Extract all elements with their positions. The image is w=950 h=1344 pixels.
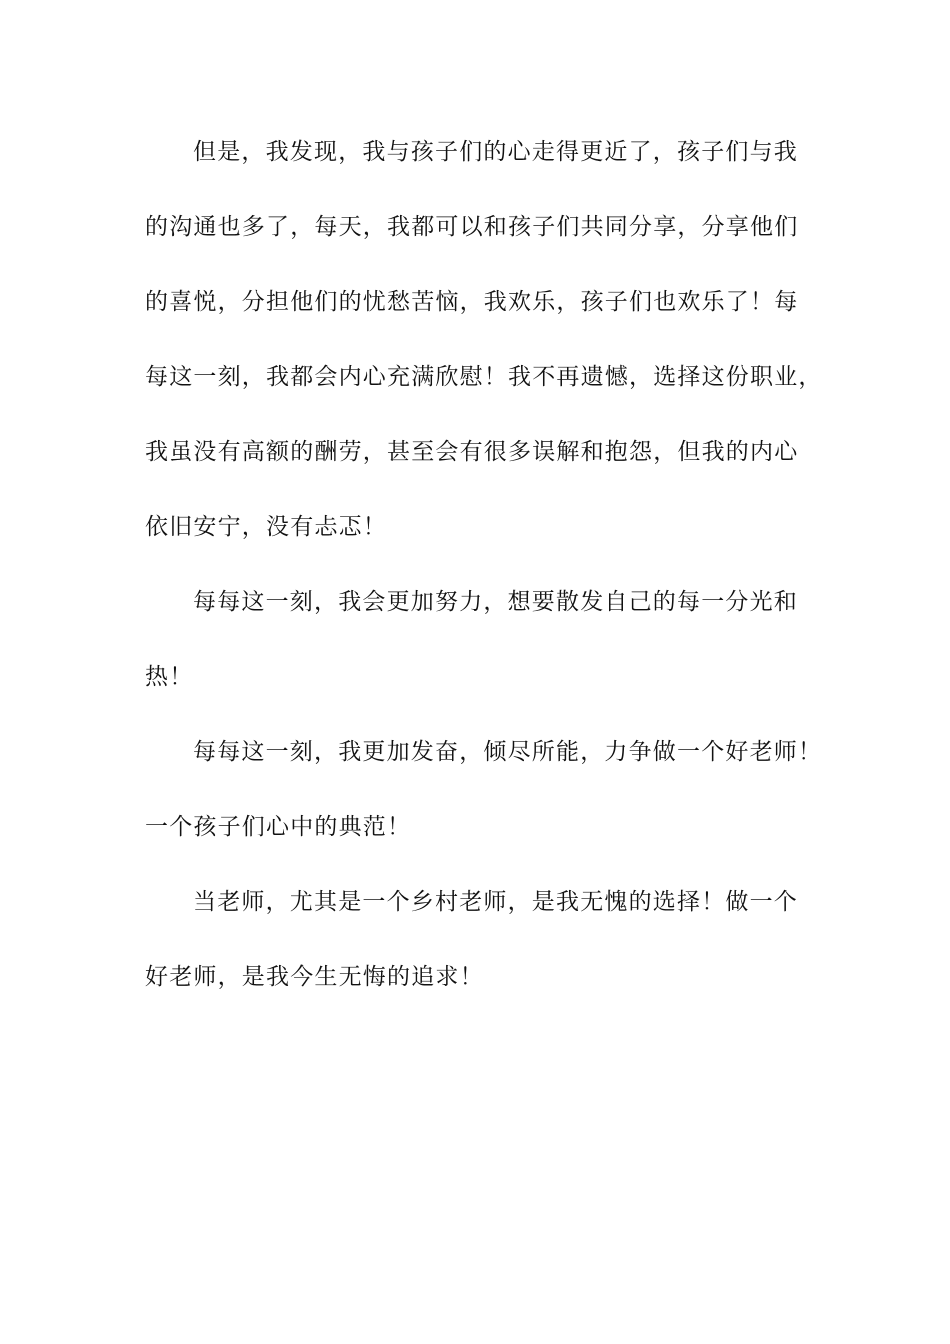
paragraph-line: 的喜悦，分担他们的忧愁苦恼，我欢乐，孩子们也欢乐了！每 [145,289,799,315]
paragraph-line: 一个孩子们心中的典范！ [145,814,412,840]
paragraph-line: 热！ [145,664,194,690]
paragraph-line: 每每这一刻，我更加发奋，倾尽所能，力争做一个好老师！ [193,739,823,765]
paragraph-line: 好老师，是我今生无悔的追求！ [145,964,484,990]
paragraph-line: 我虽没有高额的酬劳，甚至会有很多误解和抱怨，但我的内心 [145,439,799,465]
paragraph-line: 每这一刻，我都会内心充满欣慰！我不再遗憾，选择这份职业， [145,364,823,390]
paragraph-line: 依旧安宁，没有忐忑！ [145,514,387,540]
paragraph-line: 的沟通也多了，每天，我都可以和孩子们共同分享，分享他们 [145,214,799,240]
paragraph-line: 每每这一刻，我会更加努力，想要散发自己的每一分光和 [193,589,798,615]
paragraph-line: 当老师，尤其是一个乡村老师，是我无愧的选择！做一个 [193,889,798,915]
paragraph-line: 但是，我发现，我与孩子们的心走得更近了，孩子们与我 [193,139,798,165]
